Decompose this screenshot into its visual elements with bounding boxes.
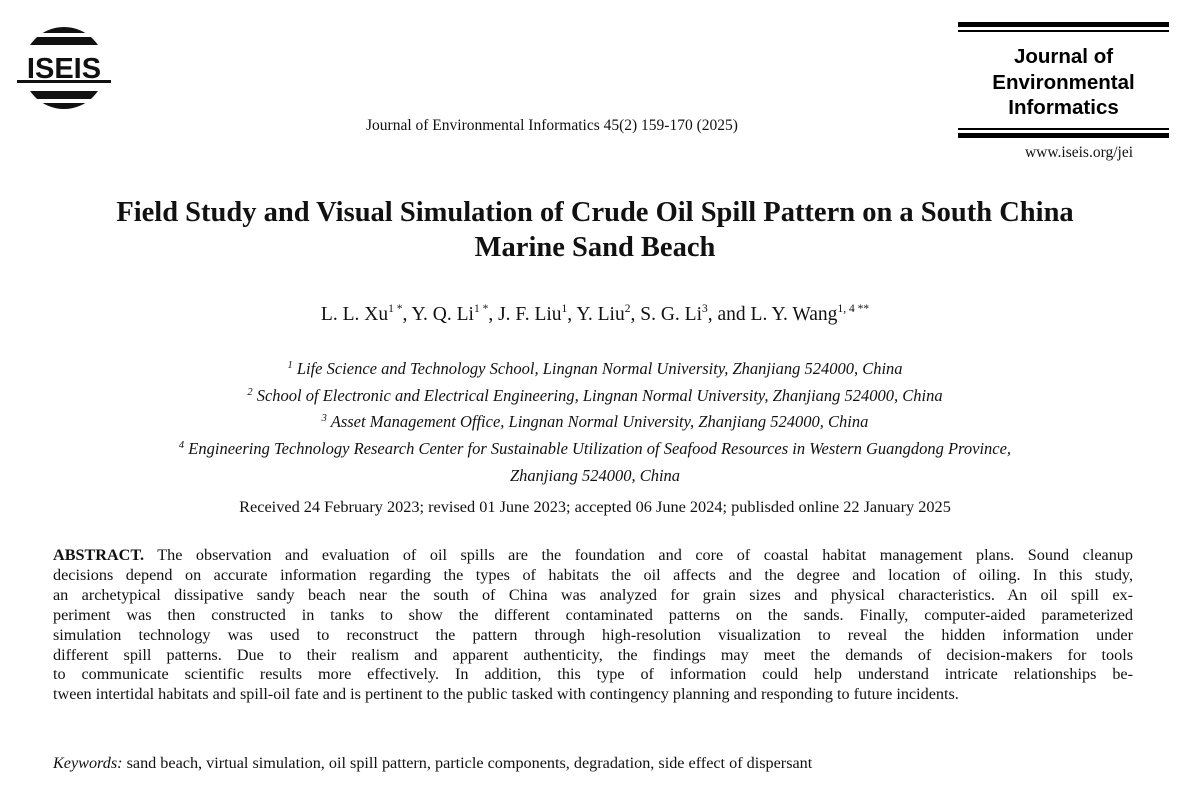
affiliation-text: Zhanjiang 524000, China <box>509 465 681 485</box>
iseis-logo <box>14 25 114 111</box>
affiliation-number: 2 <box>247 386 253 398</box>
top-thin-rule <box>958 30 1169 32</box>
affiliation-list <box>0 357 1190 488</box>
abstract-line <box>53 546 1133 566</box>
author-affiliation-mark: 3 <box>702 303 708 315</box>
logo-text: ISEIS <box>26 53 102 85</box>
publication-dates: Received 24 February 2023; revised 01 June 2023; accepted 06 June 2024; publisded online 22 January 2025 <box>239 497 951 516</box>
author-separator: , and <box>707 304 751 325</box>
journal-name-box <box>958 22 1169 140</box>
keywords-text: sand beach, virtual simulation, oil spill pattern, particle components, degradation, side effect of dispersant <box>122 754 813 772</box>
affiliation-number: 3 <box>321 413 327 425</box>
author-name: L. L. Xu <box>320 304 389 325</box>
title-line: Field Study and Visual Simulation of Crude Oil Spill Pattern on a South China <box>116 197 1074 228</box>
abstract-line: periment was then constructed in tanks to show the different contaminated patterns on the sands. Finally, computer-aided parameterized <box>53 605 1133 624</box>
abstract-line: tween intertidal habitats and spill-oil fate and is pertinent to the public tasked with contingency planning and responding to future incidents. <box>53 685 959 704</box>
author-affiliation-mark: 1, 4 ** <box>837 303 870 315</box>
abstract-line: different spill patterns. Due to their realism and apparent authenticity, the findings may meet the demands of decision-makers for tools <box>53 645 1133 664</box>
abstract-line: simulation technology was used to reconstruct the pattern through high-resolution visualization to reveal the hidden information under <box>53 625 1133 644</box>
affiliation-text: Life Science and Technology School, Lingnan Normal University, Zhanjiang 524000, China <box>296 359 903 378</box>
journal-website: www.iseis.org/jei <box>1024 144 1133 161</box>
author-name: L. Y. Wang <box>750 304 838 325</box>
abstract <box>53 546 1133 705</box>
bottom-thick-rule <box>958 133 1169 138</box>
affiliation <box>0 384 1190 411</box>
affiliation <box>0 410 1190 437</box>
author-separator: , <box>402 304 412 325</box>
journal-citation: Journal of Environmental Informatics 45(2) 159-170 (2025) <box>366 117 738 134</box>
abstract-line: to communicate scientific results more effectively. In addition, this type of information could help understand intricate relationships be- <box>53 665 1133 684</box>
author-name: J. F. Liu <box>498 304 562 325</box>
affiliation-text: Asset Management Office, Lingnan Normal University, Zhanjiang 524000, China <box>330 412 869 432</box>
author-affiliation-mark: 1 * <box>388 303 403 315</box>
journal-name <box>958 44 1169 121</box>
journal-name-line: Journal of <box>1013 45 1114 68</box>
affiliation <box>0 437 1190 464</box>
author-affiliation-mark: 1 <box>561 303 568 315</box>
affiliation-continuation <box>0 464 1190 488</box>
journal-name-line: Environmental <box>992 70 1135 94</box>
affiliation-number: 1 <box>287 360 293 371</box>
author-affiliation-mark: 1 * <box>473 303 489 315</box>
journal-name-line: Informatics <box>1008 96 1119 119</box>
paper-title <box>20 195 1170 265</box>
abstract-label: ABSTRACT. <box>53 546 144 564</box>
keywords-label: Keywords: <box>53 754 123 772</box>
iseis-logo-graphic <box>14 25 114 111</box>
abstract-text: The observation and evaluation of oil spills are the foundation and core of coastal habitat management plans. Sound cleanup <box>144 546 1133 564</box>
abstract-line: decisions depend on accurate information regarding the types of habitats the oil affects and the degree and location of oiling. In this study, <box>53 565 1133 584</box>
affiliation-number: 4 <box>178 440 185 452</box>
affiliation <box>0 357 1190 384</box>
keywords <box>53 754 812 773</box>
author-separator: , <box>630 304 641 325</box>
author-affiliation-mark: 2 <box>624 303 631 315</box>
bottom-thin-rule <box>958 128 1169 130</box>
affiliation-text: School of Electronic and Electrical Engineering, Lingnan Normal University, Zhanjiang 524000, China <box>256 385 943 405</box>
author-name: S. G. Li <box>640 304 702 325</box>
top-thick-rule <box>958 22 1169 27</box>
affiliation-text: Engineering Technology Research Center for Sustainable Utilization of Seafood Resources in Western Guangdong Province, <box>188 439 1012 459</box>
author-separator: , <box>567 304 577 325</box>
author-name: Y. Q. Li <box>411 304 474 325</box>
title-line: Marine Sand Beach <box>474 232 716 263</box>
author-separator: , <box>488 304 499 325</box>
author-list <box>0 304 1190 326</box>
author-name: Y. Liu <box>576 304 625 325</box>
abstract-line: an archetypical dissipative sandy beach near the south of China was analyzed for grain sizes and physical characteristics. An oil spill ex- <box>53 585 1133 604</box>
